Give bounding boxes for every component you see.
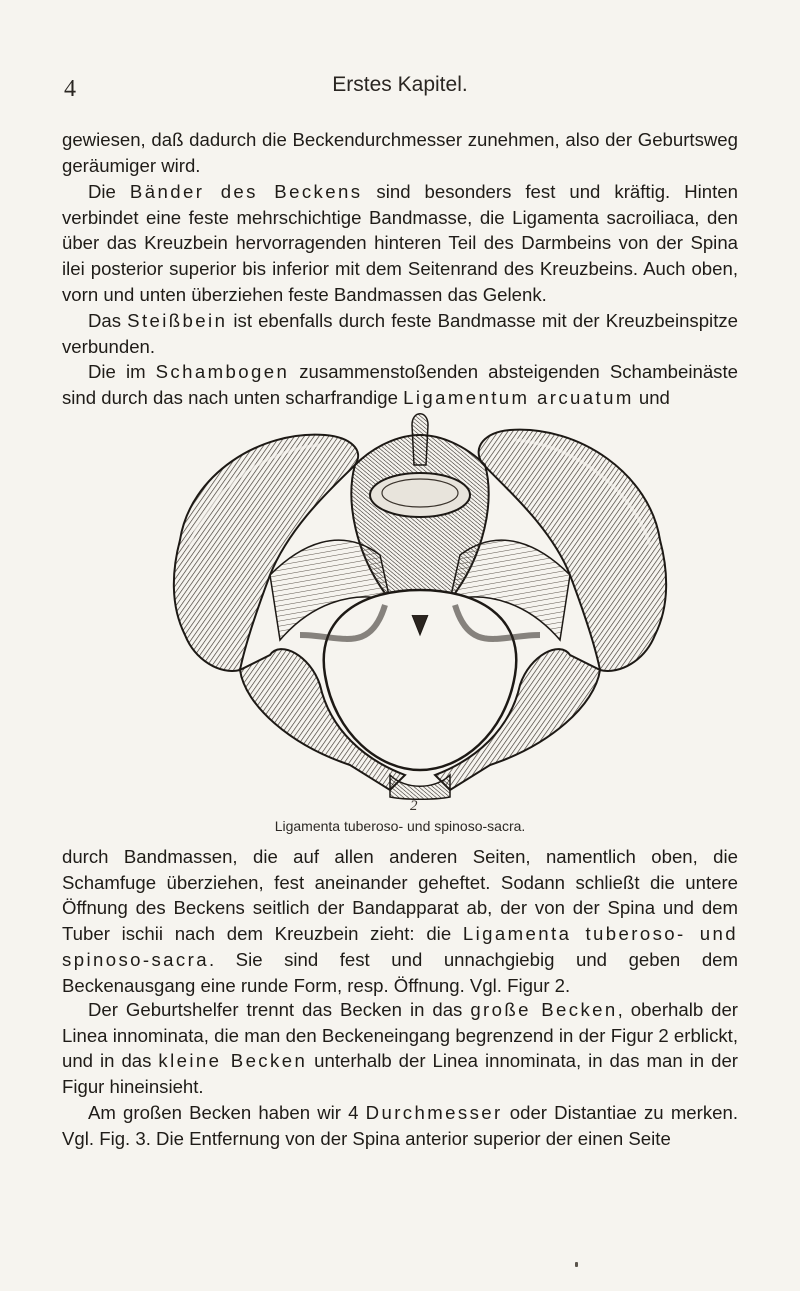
p5-text-a: durch Bandmassen, die auf allen anderen Seiten, namentlich oben, die Schamfuge überziehen, fest aneinander geheftet. Sodann schließt die untere Öffnung des Beckens seitlich der Bandapparat ab, der von der Spina und dem Tuber ischii nach dem Kreuzbein zieht: die (62, 846, 738, 945)
p2-spaced-term: Bänder des Beckens (129, 181, 363, 202)
figure-caption: Ligamenta tuberoso- und spinoso-sacra. (274, 818, 526, 834)
p3-text-b: ist ebenfalls durch feste Bandmasse mit der Kreuzbeinspitze verbunden. (62, 310, 738, 357)
paragraph-4 (62, 359, 738, 410)
p4-text-b: zusammenstoßenden absteigenden Schambeinäste sind durch das nach unten scharfrandige (62, 361, 738, 408)
paragraph-1 (62, 127, 738, 178)
p4-text-a: Die im (88, 361, 156, 382)
p6-text-a: Der Geburtshelfer trennt das Becken in das (88, 999, 471, 1020)
pelvis-illustration (150, 405, 690, 800)
p7-spaced-term: Durchmesser (365, 1102, 503, 1123)
paragraph-2 (62, 179, 738, 308)
p4-spaced-term-2: Ligamentum arcuatum (403, 386, 634, 408)
p6-spaced-term-2: kleine Becken (158, 1050, 308, 1072)
p6-text-c: unterhalb der Linea innominata, in das man in der Figur hineinsieht. (62, 1050, 738, 1098)
p4-text-c: und (633, 386, 670, 408)
p5-spaced-term: Ligamenta tuberoso- und spinoso-sacra (62, 923, 739, 970)
p5-text-b: . Sie sind fest und unnachgiebig und geben dem Beckenausgang eine runde Form, resp. Öffnung. Vgl. Figur 2. (62, 948, 738, 996)
p6-text-b: , oberhalb der Linea innominata, die man den Beckeneingang begrenzend in der Figur 2 erblickt, und in das (62, 999, 738, 1072)
p7-text-a: Am großen Becken haben wir 4 (88, 1102, 366, 1123)
p3-spaced-term: Steißbein (127, 310, 228, 331)
paragraph-5 (62, 844, 738, 998)
print-speck (575, 1262, 578, 1267)
p3-text-a: Das (88, 310, 128, 331)
p1-text: gewiesen, daß dadurch die Beckendurchmesser zunehmen, also der Geburtsweg geräumiger wird. (62, 129, 738, 176)
p4-spaced-term: Schambogen (155, 361, 290, 382)
page-number: 4 (64, 76, 76, 102)
vertebral-body (370, 473, 470, 517)
p6-spaced-term: große Becken (470, 999, 618, 1020)
p2-text-b: sind besonders fest und kräftig. Hinten verbindet eine feste mehrschichtige Bandmasse, die Ligamenta sacroiliaca, den über das Kreuzbein hervorragenden hinteren Teil des Darmbeins von der Spina ilei posterior superior bis inferior mit dem Seitenrand des Kreuzbeins. Auch oben, vorn und unten überziehen feste Bandmassen das Gelenk. (62, 181, 738, 305)
paragraph-7 (62, 1100, 738, 1151)
p2-text-a: Die (88, 181, 130, 202)
paragraph-6 (62, 997, 738, 1100)
running-head: Erstes Kapitel. (332, 73, 468, 96)
figure-number: 2 (410, 798, 418, 814)
p7-text-b: oder Distantiae zu merken. Vgl. Fig. 3. Die Entfernung von der Spina anterior superior der einen Seite (62, 1102, 738, 1149)
paragraph-3 (62, 308, 738, 359)
